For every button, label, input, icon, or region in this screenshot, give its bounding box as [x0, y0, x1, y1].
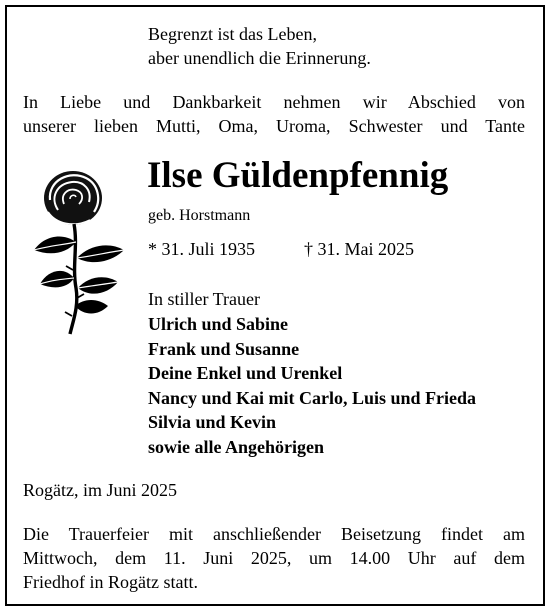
poem-line-2: aber unendlich die Erinnerung. [148, 48, 371, 68]
mourners-heading: In stiller Trauer [148, 289, 260, 309]
funeral-line-2: Mittwoch, dem 11. Juni 2025, um 14.00 Uhr auf dem [23, 548, 525, 568]
maiden-name: geb. Horstmann [148, 207, 251, 224]
birth-date: * 31. Juli 1935 [148, 239, 256, 259]
mourner-name: Silvia und Kevin [148, 412, 277, 433]
intro-line-1: In Liebe und Dankbarkeit nehmen wir Abschied von [23, 92, 525, 112]
life-dates [148, 237, 414, 261]
mourner-name: Nancy und Kai mit Carlo, Luis und Frieda [148, 387, 477, 408]
mourner-name: Ulrich und Sabine [148, 314, 289, 334]
funeral-line-3: Friedhof in Rogätz statt. [23, 572, 198, 592]
death-date: † 31. Mai 2025 [304, 239, 414, 259]
funeral-line-1: Die Trauerfeier mit anschließender Beisetzung findet am [23, 524, 525, 544]
mourner-name: Deine Enkel und Urenkel [148, 363, 343, 384]
place-date: Rogätz, im Juni 2025 [23, 480, 177, 500]
intro-line-2: unserer lieben Mutti, Oma, Uroma, Schwester und Tante [23, 116, 525, 136]
mourner-name: sowie alle Angehörigen [148, 436, 324, 457]
poem-line-1: Begrenzt ist das Leben, [148, 24, 317, 44]
rose-icon [26, 166, 130, 336]
deceased-name: Ilse Güldenpfennig [147, 155, 449, 196]
mourners-list [148, 312, 476, 460]
mourner-name: Frank und Susanne [148, 338, 300, 359]
